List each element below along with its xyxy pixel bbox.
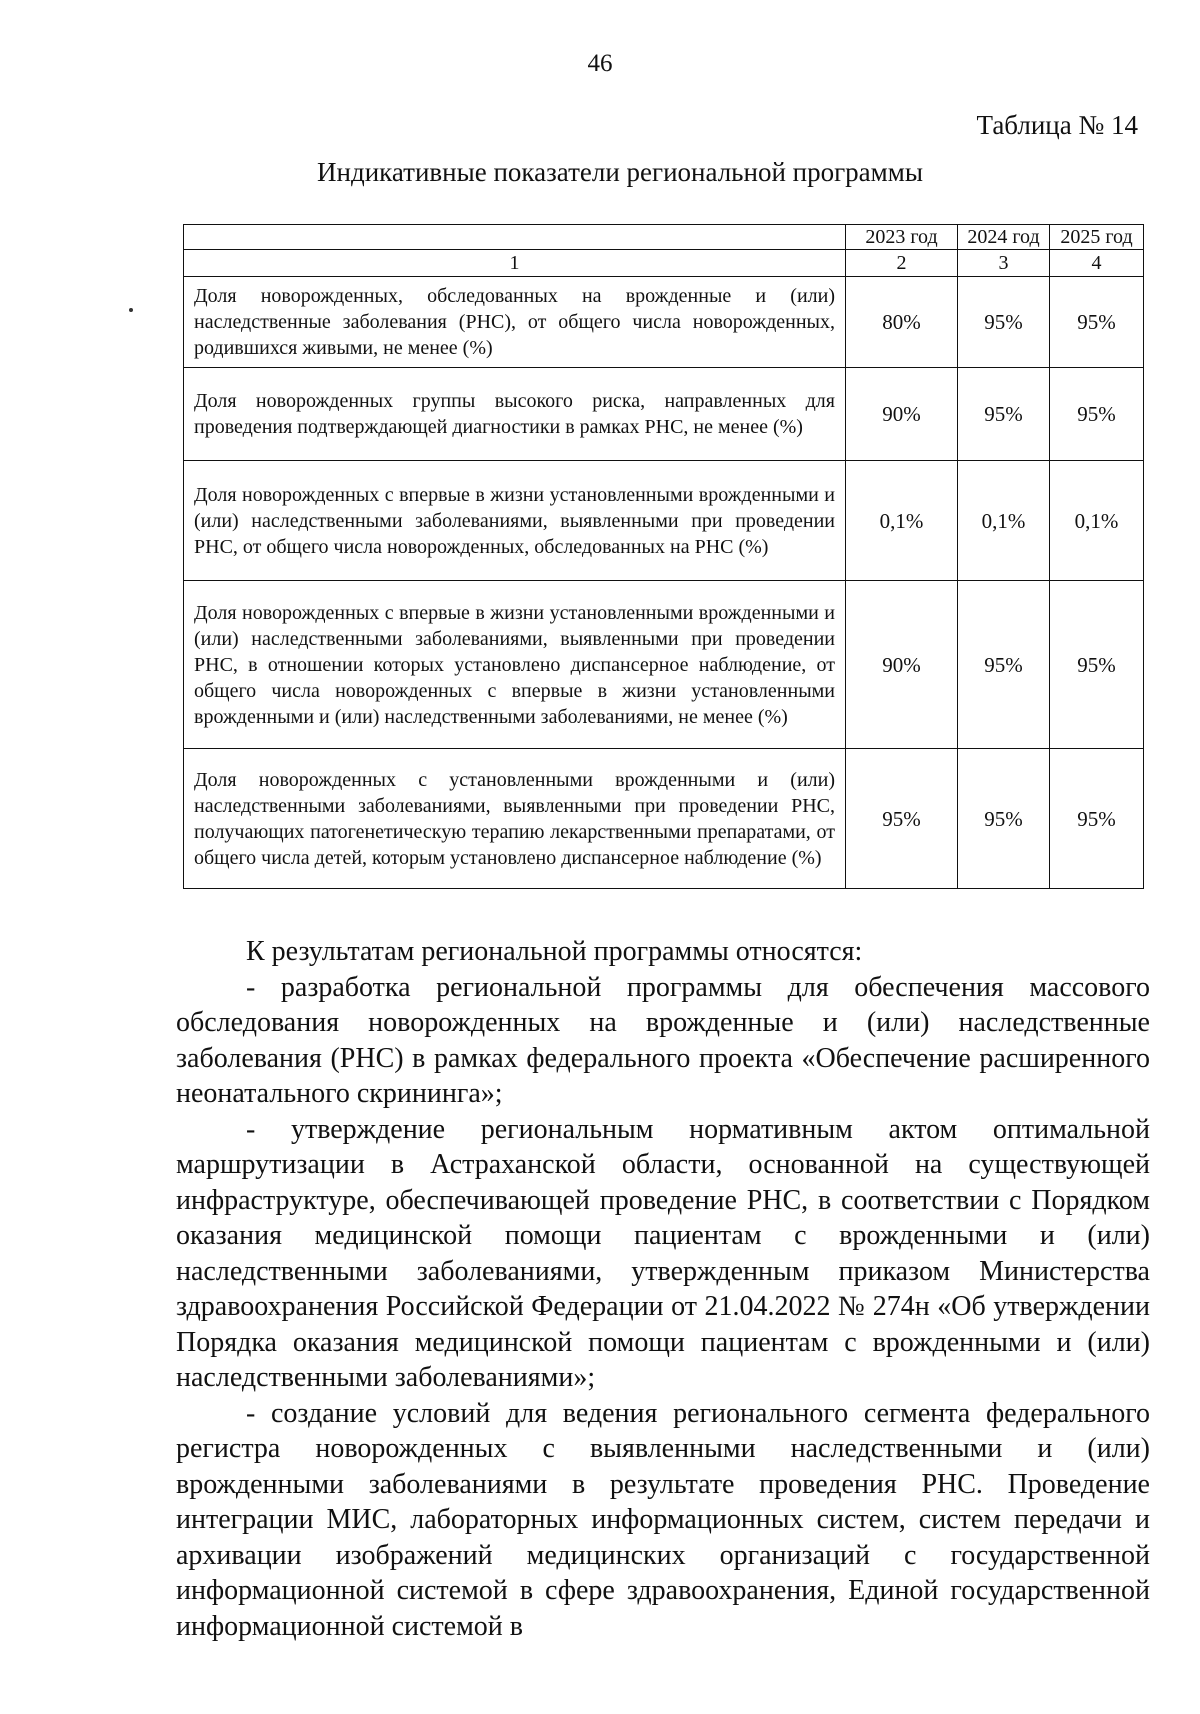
stray-dot [129, 308, 133, 312]
table-row [184, 749, 1144, 889]
header-cell-2024: 2024 год [958, 225, 1050, 250]
table-label: Таблица № 14 [976, 110, 1138, 140]
value-2023: 0,1% [846, 461, 958, 581]
indicators-table [183, 224, 1144, 889]
indicator-description: Доля новорожденных с впервые в жизни установленными врожденными и (или) наследственными заболеваниями, выявленными при проведении РНС, от общего числа новорожденных, обследованных на РНС (%) [184, 461, 846, 581]
indicator-description: Доля новорожденных, обследованных на врожденные и (или) наследственные заболевания (РНС), от общего числа новорожденных, родившихся живыми, не менее (%) [184, 277, 846, 368]
page-number: 46 [587, 50, 613, 77]
header-cell-empty [184, 225, 846, 250]
value-2025: 95% [1050, 368, 1144, 461]
paragraph-item: - утверждение региональным нормативным актом оптимальной маршрутизации в Астраханской области, основанной на существующей инфраструктуре, обеспечивающей проведение РНС, в соответствии с Порядком оказания медицинской помощи пациентам с врожденными и (или) наследственными заболеваниями, утвержденным приказом Министерства здравоохранения Российской Федерации от 21.04.2022 № 274н «Об утверждении Порядка оказания медицинской помощи пациентам с врожденными и (или) наследственными заболеваниями»; [176, 1113, 1150, 1393]
value-2025: 95% [1050, 749, 1144, 889]
table-header-row [184, 225, 1144, 250]
paragraph-intro: К результатам региональной программы относятся: [246, 936, 863, 967]
column-number-cell: 2 [846, 250, 958, 277]
column-number-cell: 1 [184, 250, 846, 277]
column-number-cell: 4 [1050, 250, 1144, 277]
value-2024: 95% [958, 581, 1050, 749]
header-cell-2025: 2025 год [1050, 225, 1144, 250]
table-row [184, 461, 1144, 581]
value-2023: 90% [846, 368, 958, 461]
value-2025: 95% [1050, 581, 1144, 749]
paragraph-item: - создание условий для ведения регионального сегмента федерального регистра новорожденных с выявленными наследственными и (или) врожденными заболеваниями в результате проведения РНС. Проведение интеграции МИС, лабораторных информационных систем, систем передачи и архивации изображений медицинских организаций с государственной информационной системой в сфере здравоохранения, Единой государственной информационной системой в [176, 1397, 1150, 1642]
value-2024: 95% [958, 749, 1050, 889]
column-number-cell: 3 [958, 250, 1050, 277]
value-2025: 0,1% [1050, 461, 1144, 581]
table-row [184, 581, 1144, 749]
value-2024: 95% [958, 277, 1050, 368]
table-row [184, 277, 1144, 368]
indicator-description: Доля новорожденных с впервые в жизни установленными врожденными и (или) наследственными заболеваниями, выявленными при проведении РНС, в отношении которых установлено диспансерное наблюдение, от общего числа новорожденных с впервые в жизни установленными врожденными и (или) наследственными заболеваниями, не менее (%) [184, 581, 846, 749]
body-text [176, 934, 1150, 1644]
column-number-row [184, 250, 1144, 277]
value-2023: 80% [846, 277, 958, 368]
value-2024: 0,1% [958, 461, 1050, 581]
value-2025: 95% [1050, 277, 1144, 368]
indicator-description: Доля новорожденных с установленными врожденными и (или) наследственными заболеваниями, выявленными при проведении РНС, получающих патогенетическую терапию лекарственными препаратами, от общего числа детей, которым установлено диспансерное наблюдение (%) [184, 749, 846, 889]
indicator-description: Доля новорожденных группы высокого риска, направленных для проведения подтверждающей диагностики в рамках РНС, не менее (%) [184, 368, 846, 461]
header-cell-2023: 2023 год [846, 225, 958, 250]
value-2023: 90% [846, 581, 958, 749]
table-title: Индикативные показатели региональной программы [317, 157, 923, 187]
value-2023: 95% [846, 749, 958, 889]
table-row [184, 368, 1144, 461]
paragraph-item: - разработка региональной программы для обеспечения массового обследования новорожденных на врожденные и (или) наследственные заболевания (РНС) в рамках федерального проекта «Обеспечение расширенного неонатального скрининга»; [176, 971, 1150, 1109]
value-2024: 95% [958, 368, 1050, 461]
